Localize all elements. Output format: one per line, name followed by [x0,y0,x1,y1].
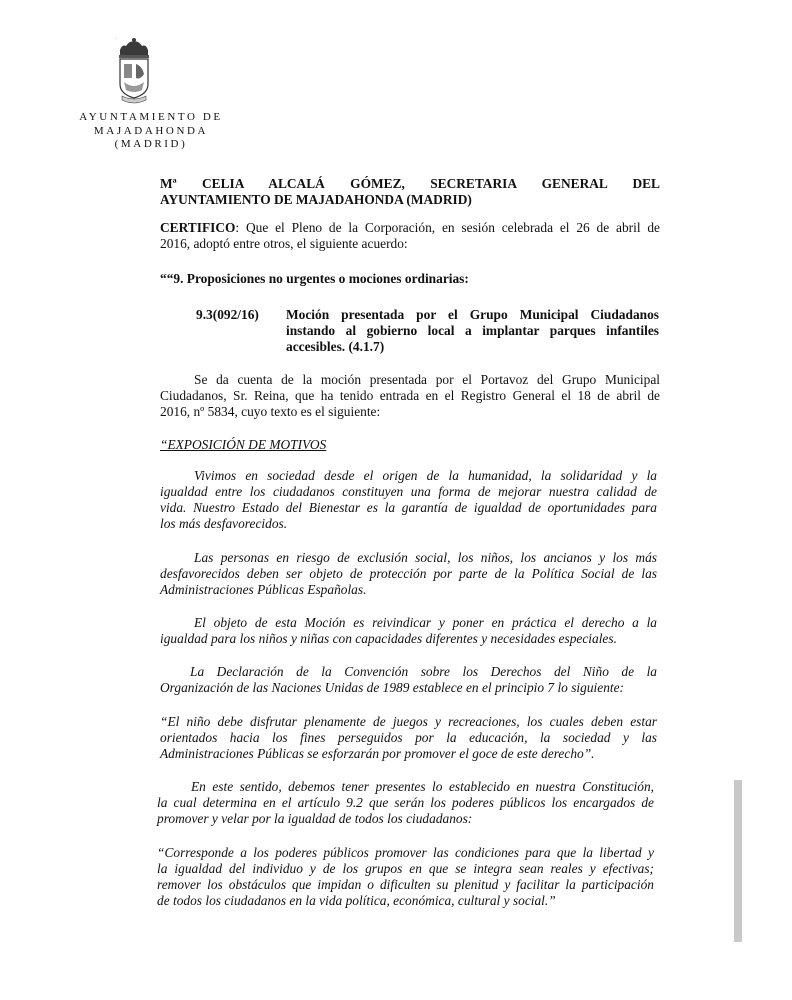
intro-line-2: Ciudadanos, Sr. Reina, que ha tenido entrada en el Registro General el 18 de abril de [160,388,660,403]
paragraph-line: la cual determina en el artículo 9.2 que serán los poderes públicos los encargados de [157,795,654,810]
paragraph-line: Vivimos en sociedad desde el origen de la humanidad, la solidaridad y la [194,468,657,483]
motion-title-line-3: accesibles. (4.1.7) [286,339,385,354]
motion-paragraph-6 [157,779,654,827]
intro-line-3: 2016, nº 5834, cuyo texto es el siguiente: [160,404,381,419]
motion-paragraph-4 [160,664,657,696]
paragraph-line: remover los obstáculos que impidan o dificulten su plenitud y facilitar la participación [157,877,654,892]
letterhead-line-1: AYUNTAMIENTO DE [79,111,223,123]
paragraph-line: Organización de las Naciones Unidas de 1989 establece en el principio 7 lo siguiente: [160,680,625,695]
paragraph-line: “Corresponde a los poderes públicos promover las condiciones para que la libertad y [157,845,654,860]
coat-of-arms-logo [112,34,156,114]
paragraph-line: la igualdad del individuo y de los grupos en que se integra sean reales y efectivas; [157,861,654,876]
svg-text:·: · [115,37,117,42]
secretary-header [160,176,660,208]
motion-title-line-2: instando al gobierno local a implantar parques infantiles [286,323,659,338]
motion-paragraph-7 [157,845,654,909]
certifico-line-2: 2016, adoptó entre otros, el siguiente acuerdo: [160,236,408,251]
letterhead-line-2: MAJADAHONDA [93,124,209,137]
paragraph-line: Administraciones Públicas se esforzarán por promover el goce de este derecho”. [160,746,595,761]
intro-paragraph [160,372,660,420]
paragraph-line: El objeto de esta Moción es reivindicar y poner en práctica el derecho a la [194,615,657,630]
secretary-header-line-2: AYUNTAMIENTO DE MAJADAHONDA (MADRID) [160,192,472,207]
motion-paragraph-3 [160,615,657,647]
paragraph-line: promover y velar por la igualdad de todos los ciudadanos: [157,811,473,826]
motion-paragraph-1 [160,468,657,532]
paragraph-line: La Declaración de la Convención sobre los Derechos del Niño de la [190,664,657,679]
paragraph-line: En este sentido, debemos tener presentes lo establecido en nuestra Constitución, [191,779,654,794]
paragraph-line: desfavorecidos deben ser objeto de protección por parte de la Política Social de las [160,566,657,581]
certifico-paragraph [160,220,660,252]
paragraph-line: Las personas en riesgo de exclusión social, los niños, los ancianos y los más [194,550,657,565]
certifico-label: CERTIFICO [160,220,236,235]
paragraph-line: vida. Nuestro Estado del Bienestar es la garantía de igualdad de oportunidades para [160,500,657,515]
scrollbar-thumb[interactable] [734,780,742,942]
certifico-line-1: : Que el Pleno de la Corporación, en sesión celebrada el 26 de abril de [235,220,660,235]
paragraph-line: igualdad entre los ciudadanos constituyen una forma de mejorar nuestra calidad de [160,484,657,499]
motion-title-line-1: Moción presentada por el Grupo Municipal Ciudadanos [286,307,659,322]
paragraph-line: igualdad para los niños y niñas con capacidades diferentes y necesidades especiales. [160,631,617,646]
secretary-header-line-1: Mª CELIA ALCALÁ GÓMEZ, SECRETARIA GENERAL DEL [160,176,660,191]
intro-line-1: Se da cuenta de la moción presentada por el Portavoz del Grupo Municipal [194,372,660,387]
paragraph-line: de todos los ciudadanos en la vida política, económica, cultural y social.” [157,893,556,908]
motion-number: 9.3(092/16) [196,307,259,322]
paragraph-line: orientados hacia los fines perseguidos por la educación, la sociedad y las [160,730,657,745]
section-heading: ““9. Proposiciones no urgentes o mociones ordinarias: [160,271,469,286]
paragraph-line: “El niño debe disfrutar plenamente de juegos y recreaciones, los cuales deben estar [160,714,657,729]
paragraph-line: los más desfavorecidos. [160,516,288,531]
letterhead-line-3: (MADRID) [114,138,188,150]
paragraph-line: Administraciones Públicas Españolas. [160,582,367,597]
motion-title [286,307,659,355]
motion-paragraph-2 [160,550,657,598]
exposicion-heading: “EXPOSICIÓN DE MOTIVOS [160,437,327,452]
motion-paragraph-5 [160,714,657,762]
letterhead [62,111,240,152]
